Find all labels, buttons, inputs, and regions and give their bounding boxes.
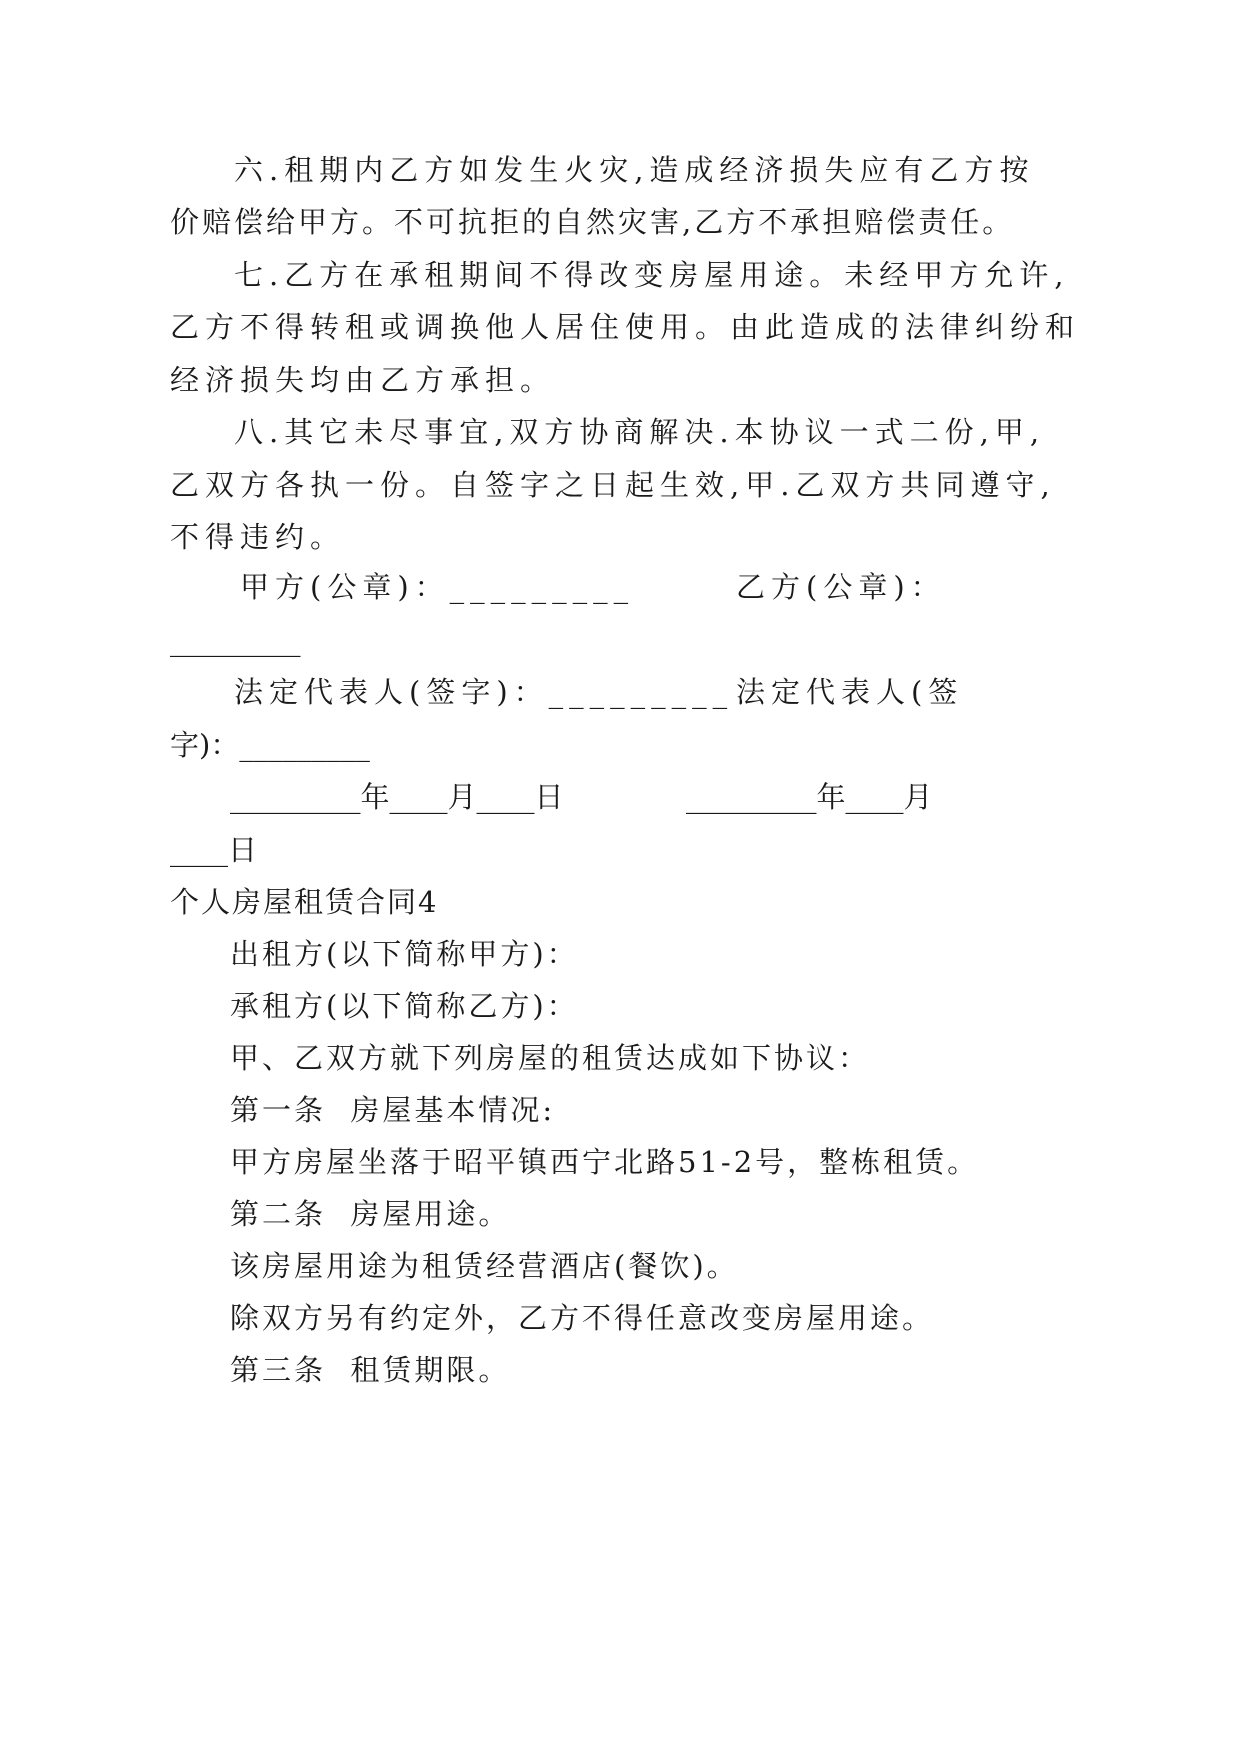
lessee-line: 承租方(以下简称乙方)： [230,989,579,1023]
clause-8-line-3: 不得违约。 [170,520,346,554]
clause-7-line-3: 经济损失均由乙方承担。 [170,363,556,397]
article-3-heading: 第三条 租赁期限。 [230,1353,511,1387]
party-a-date-line: _________年____月____日 [230,780,564,814]
party-a-representative-line: 法定代表人(签字)：_________ [234,675,734,709]
party-b-representative-cont: 字)：_________ [170,728,370,762]
party-b-representative-line: 法定代表人(签 [736,675,964,709]
party-b-seal-line: 乙方(公章)： [736,570,946,604]
clause-7-line-1: 七.乙方在承租期间不得改变房屋用途。未经甲方允许, [234,258,1070,292]
agreement-intro-line: 甲、乙双方就下列房屋的租赁达成如下协议： [230,1041,871,1075]
article-2-content-2: 除双方另有约定外，乙方不得任意改变房屋用途。 [230,1301,935,1335]
clause-8-line-2: 乙双方各执一份。自签字之日起生效,甲.乙双方共同遵守, [170,468,1056,502]
article-1-content: 甲方房屋坐落于昭平镇西宁北路51-2号，整栋租赁。 [230,1145,980,1179]
clause-6-line-1: 六.租期内乙方如发生火灾,造成经济损失应有乙方按 [234,153,1035,187]
clause-6-line-2: 价赔偿给甲方。不可抗拒的自然灾害,乙方不承担赔偿责任。 [170,205,1015,239]
clause-8-line-1: 八.其它未尽事宜,双方协商解决.本协议一式二份,甲, [234,415,1046,449]
article-2-heading: 第二条 房屋用途。 [230,1197,511,1231]
article-1-heading: 第一条 房屋基本情况: [230,1093,556,1127]
article-2-content-1: 该房屋用途为租赁经营酒店(餐饮)。 [230,1249,739,1283]
lessor-line: 出租方(以下简称甲方)： [230,937,579,971]
party-b-seal-blank: _________ [170,623,301,657]
party-b-date-line: _________年____月 [686,780,933,814]
contract-4-title: 个人房屋租赁合同4 [170,885,439,919]
clause-7-line-2: 乙方不得转租或调换他人居住使用。由此造成的法律纠纷和 [170,310,1081,344]
party-a-seal-line: 甲方(公章)：_________ [240,570,635,604]
party-b-date-cont: ____日 [170,833,258,867]
